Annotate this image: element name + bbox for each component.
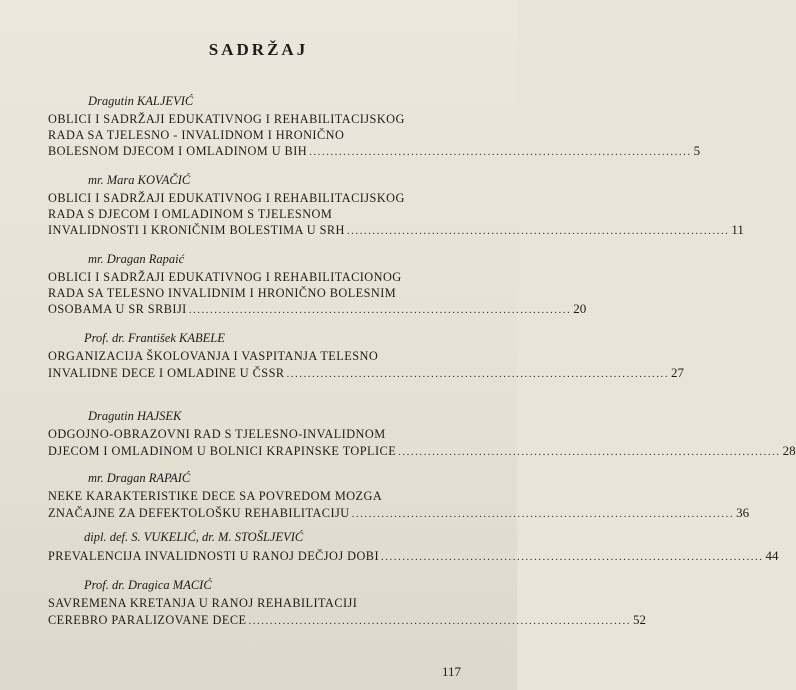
entry-title-line: OBLICI I SADRŽAJI EDUKATIVNOG I REHABILITACIONOG bbox=[48, 270, 402, 284]
entry-page-number: 27 bbox=[671, 364, 685, 380]
entry-title-line: DJECOM I OMLADINOM U BOLNICI KRAPINSKE TOPLICE bbox=[48, 443, 397, 458]
entry-title-last-line bbox=[48, 364, 685, 383]
entry-title-line: RADA SA TELESNO INVALIDNIM I HRONIČNO BOLESNIM bbox=[48, 285, 397, 300]
toc-entry bbox=[48, 94, 701, 161]
page-title: SADRŽAJ bbox=[208, 40, 309, 59]
toc-entry bbox=[48, 331, 685, 382]
entry-page-number: 44 bbox=[765, 548, 779, 563]
entry-title-line: CEREBRO PARALIZOVANE DECE bbox=[48, 612, 247, 627]
dot-leader: .......................................................................................... bbox=[248, 614, 631, 627]
entry-author: mr. Dragan RAPAIĆ bbox=[88, 471, 191, 485]
toc-entry bbox=[48, 252, 587, 319]
entry-title-last-line bbox=[48, 504, 750, 523]
entry-author: Dragutin HAJSEK bbox=[88, 409, 182, 423]
entry-title-line: OBLICI I SADRŽAJI EDUKATIVNOG I REHABILITACIJSKOG bbox=[48, 112, 405, 126]
dot-leader: .......................................................................................... bbox=[309, 146, 692, 158]
entry-page-number: 20 bbox=[573, 301, 587, 316]
entry-title-line: RADA SA TJELESNO - INVALIDNOM I HRONIČNO bbox=[48, 127, 345, 142]
entry-page-number: 28 bbox=[782, 442, 796, 458]
entry-title-last-line bbox=[48, 611, 646, 630]
entry-title-line: NEKE KARAKTERISTIKE DECE SA POVREDOM MOZGA bbox=[48, 489, 383, 503]
entry-title-last-line bbox=[48, 143, 701, 161]
entry-page-number: 5 bbox=[693, 143, 701, 158]
entry-title-line: RADA S DJECOM I OMLADINOM S TJELESNOM bbox=[48, 206, 333, 221]
toc-entry bbox=[48, 409, 796, 460]
dot-leader: .......................................................................................... bbox=[286, 367, 670, 380]
entry-title-line: ORGANIZACIJA ŠKOLOVANJA I VASPITANJA TELESNO bbox=[48, 349, 379, 363]
toc-entry bbox=[48, 471, 750, 522]
entry-title-line: INVALIDNE DECE I OMLADINE U ČSSR bbox=[48, 365, 285, 380]
dot-leader: .......................................................................................... bbox=[351, 507, 735, 520]
entry-page-number: 36 bbox=[736, 504, 750, 520]
dot-leader: .......................................................................................... bbox=[188, 304, 572, 316]
entry-author: Dragutin KALJEVIĆ bbox=[88, 94, 194, 108]
entry-author: mr. Mara KOVAČIĆ bbox=[88, 173, 191, 187]
entry-title-line: ODGOJNO-OBRAZOVNI RAD S TJELESNO-INVALIDNOM bbox=[48, 427, 386, 441]
entry-page-number: 11 bbox=[731, 222, 744, 237]
entry-title-last-line bbox=[48, 548, 779, 566]
entry-title-line: PREVALENCIJA INVALIDNOSTI U RANOJ DEČJOJ DOBI bbox=[48, 549, 379, 563]
entry-title-last-line bbox=[48, 442, 796, 461]
dot-leader: .......................................................................................... bbox=[398, 445, 781, 458]
entry-page-number: 52 bbox=[632, 611, 646, 627]
folio-page-number: 117 bbox=[441, 664, 461, 679]
entry-title-line: SAVREMENA KRETANJA U RANOJ REHABILITACIJI bbox=[48, 596, 358, 610]
entry-title-line: OSOBAMA U SR SRBIJI bbox=[48, 302, 187, 316]
entry-title-line: INVALIDNOSTI I KRONIČNIM BOLESTIMA U SRH bbox=[48, 223, 345, 237]
dot-leader: .......................................................................................... bbox=[381, 551, 764, 563]
entry-author: mr. Dragan Rapaić bbox=[88, 252, 185, 266]
entry-title-last-line bbox=[48, 222, 744, 240]
entry-title-line: ZNAČAJNE ZA DEFEKTOLOŠKU REHABILITACIJU bbox=[48, 505, 350, 520]
entry-title-line: OBLICI I SADRŽAJI EDUKATIVNOG I REHABILITACIJSKOG bbox=[48, 191, 405, 205]
entry-title-last-line bbox=[48, 301, 587, 319]
toc-entry bbox=[48, 530, 779, 566]
entry-title-line: BOLESNOM DJECOM I OMLADINOM U BIH bbox=[48, 144, 308, 158]
entry-author: Prof. dr. František KABELE bbox=[84, 331, 225, 345]
toc-entry bbox=[48, 578, 646, 629]
entry-author: Prof. dr. Dragica MACIĆ bbox=[84, 578, 212, 592]
toc-entry bbox=[48, 173, 744, 240]
entry-author: dipl. def. S. VUKELIĆ, dr. M. STOŠLJEVIĆ bbox=[84, 530, 304, 544]
dot-leader: .......................................................................................... bbox=[346, 225, 730, 237]
